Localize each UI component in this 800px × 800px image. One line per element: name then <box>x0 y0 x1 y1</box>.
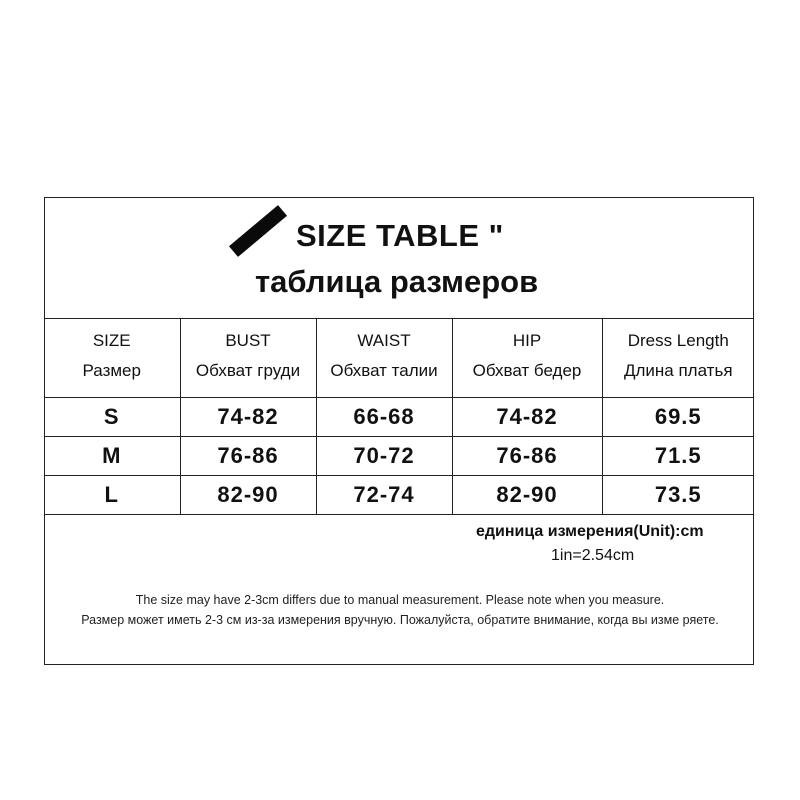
header-label-en: BUST <box>225 331 271 350</box>
size-table <box>44 318 754 515</box>
header-label-ru: Обхват талии <box>330 361 438 380</box>
disclaimer-english: The size may have 2-3cm differs due to manual measurement. Please note when you measure. <box>135 593 665 607</box>
table-cell: 69.5 <box>602 398 754 437</box>
header-cell-hip <box>452 319 602 398</box>
table-cell: 82-90 <box>180 476 316 515</box>
header-label-en: SIZE <box>92 331 131 350</box>
table-cell: 74-82 <box>180 398 316 437</box>
table-cell: 73.5 <box>602 476 754 515</box>
header-cell-size <box>44 319 180 398</box>
table-row <box>44 437 754 476</box>
table-cell: 66-68 <box>316 398 452 437</box>
header-label-en: Dress Length <box>627 331 729 350</box>
table-cell: 76-86 <box>180 437 316 476</box>
table-cell: 71.5 <box>602 437 754 476</box>
header-label-ru: Длина платья <box>623 361 733 380</box>
header-row <box>44 319 754 398</box>
unit-note: единица измерения(Unit):cm <box>476 523 704 540</box>
header-cell-waist <box>316 319 452 398</box>
table-cell: L <box>44 476 180 515</box>
table-row <box>44 398 754 437</box>
table-cell: 82-90 <box>452 476 602 515</box>
header-label-ru: Размер <box>82 361 141 380</box>
header-label-ru: Обхват груди <box>195 361 301 380</box>
table-cell: 74-82 <box>452 398 602 437</box>
header-cell-dress-length <box>602 319 754 398</box>
table-row <box>44 476 754 515</box>
title-russian: таблица размеров <box>255 264 539 299</box>
header-label-en: WAIST <box>357 331 411 350</box>
table-cell: S <box>44 398 180 437</box>
table-cell: 72-74 <box>316 476 452 515</box>
table-cell: 70-72 <box>316 437 452 476</box>
disclaimer-russian: Размер может иметь 2-3 см из-за измерения вручную. Пожалуйста, обратите внимание, когда вы изме ряете. <box>81 613 719 627</box>
table-cell: M <box>44 437 180 476</box>
header-label-ru: Обхват бедер <box>472 361 582 380</box>
inch-conversion-note: 1in=2.54cm <box>551 547 635 564</box>
header-label-en: HIP <box>512 331 542 350</box>
table-cell: 76-86 <box>452 437 602 476</box>
header-cell-bust <box>180 319 316 398</box>
title-english: SIZE TABLE " <box>296 218 504 253</box>
